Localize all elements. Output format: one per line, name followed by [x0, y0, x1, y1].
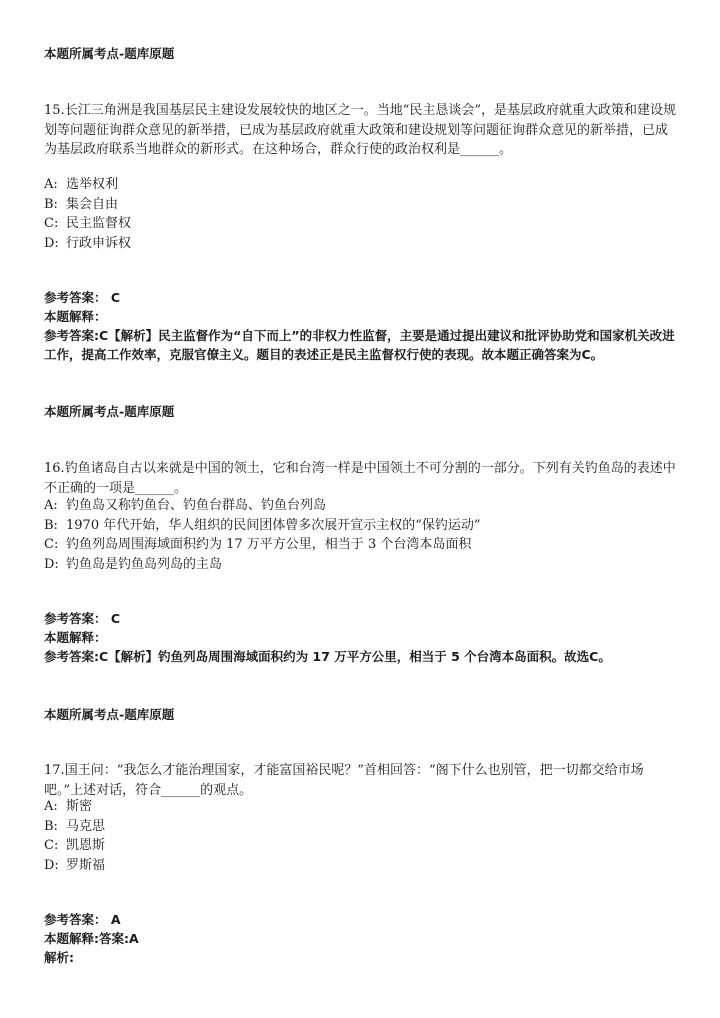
option-key: A:	[44, 498, 58, 513]
option-text: 1970 年代开始，华人组织的民间团体曾多次展开宣示主权的“保钓运动”	[66, 517, 481, 533]
question-17-answer-block	[44, 910, 680, 967]
option-key: B:	[44, 196, 58, 212]
analysis-label: 解析:	[44, 950, 74, 965]
option-text: 钓鱼列岛周围海域面积约为 17 万平方公里，相当于 3 个台湾本岛面积	[66, 537, 472, 552]
option-b	[44, 817, 680, 837]
option-text: 钓鱼岛是钓鱼岛列岛的主岛	[66, 556, 223, 572]
option-key: D:	[44, 857, 59, 873]
question-17	[44, 761, 680, 800]
option-c	[44, 836, 680, 856]
explanation-label: 本题解释：	[44, 630, 107, 645]
question-number: 17.	[44, 763, 65, 778]
option-key: A:	[44, 799, 58, 814]
explanation-label: 本题解释：	[44, 309, 107, 324]
option-key: D:	[44, 556, 59, 572]
option-a	[44, 496, 680, 516]
source-label: 本题所属考点-题库原题	[44, 46, 175, 61]
option-c	[44, 535, 680, 555]
question-text: 国王问：“我怎么才能治理国家，才能富国裕民呢？”首相回答：“阁下什么也别管，把一切都交给市场吧。”上述对话，符合______的观点。	[44, 763, 644, 798]
option-a	[44, 175, 680, 195]
option-text: 行政申诉权	[66, 235, 132, 251]
option-b	[44, 516, 680, 536]
explanation-label: 本题解释:答案:A	[44, 931, 139, 946]
option-text: 选举权利	[66, 177, 119, 192]
question-number: 16.	[44, 461, 65, 476]
option-text: 罗斯福	[66, 857, 106, 873]
option-key: C:	[44, 216, 59, 231]
option-key: C:	[44, 838, 59, 853]
option-key: D:	[44, 235, 59, 251]
question-16-options	[44, 496, 680, 574]
exam-page	[44, 0, 684, 1018]
question-stem	[44, 101, 680, 160]
option-d	[44, 856, 680, 876]
option-text: 斯密	[66, 799, 93, 814]
question-text: 钓鱼诸岛自古以来就是中国的领土，它和台湾一样是中国领土不可分割的一部分。下列有关钓鱼岛的表述中不正确的一项是______。	[44, 461, 676, 496]
option-text: 集会自由	[66, 196, 119, 212]
option-text: 马克思	[66, 818, 106, 834]
option-text: 钓鱼岛又称钓鱼台、钓鱼台群岛、钓鱼台列岛	[66, 498, 327, 513]
question-number: 15.	[44, 103, 65, 118]
reference-answer: 参考答案： C	[44, 290, 121, 305]
source-label: 本题所属考点-题库原题	[44, 404, 175, 419]
explanation-text: 参考答案:C【解析】民主监督作为“自下而上”的非权力性监督，主要是通过提出建议和批评协助党和国家机关改进工作，提高工作效率，克服官僚主义。题目的表述正是民主监督权行使的表现。故本题正确答案为C。	[44, 328, 675, 362]
option-a	[44, 797, 680, 817]
question-stem	[44, 761, 680, 800]
option-key: B:	[44, 517, 58, 533]
option-key: C:	[44, 537, 59, 552]
option-text: 民主监督权	[66, 216, 132, 231]
question-15-answer-block	[44, 288, 680, 364]
option-key: A:	[44, 177, 58, 192]
question-text: 长江三角洲是我国基层民主建设发展较快的地区之一。当地“民主恳谈会”，是基层政府就重大政策和建设规划等问题征询群众意见的新举措，已成为基层政府就重大政策和建设规划等问题征询群众意见的新举措，已成为基层政府联系当地群众的新形式。在这种场合，群众行使的政治权利是______。	[44, 103, 676, 157]
reference-answer: 参考答案： A	[44, 912, 121, 927]
question-17-options	[44, 797, 680, 875]
question-15-options	[44, 175, 680, 253]
question-15	[44, 101, 680, 160]
question-16	[44, 459, 680, 498]
source-label: 本题所属考点-题库原题	[44, 707, 175, 722]
option-c	[44, 214, 680, 234]
option-d	[44, 555, 680, 575]
reference-answer: 参考答案： C	[44, 611, 121, 626]
question-stem	[44, 459, 680, 498]
option-b	[44, 195, 680, 215]
option-key: B:	[44, 818, 58, 834]
explanation-text: 参考答案:C【解析】钓鱼列岛周围海域面积约为 17 万平方公里，相当于 5 个台湾本岛面积。故选C。	[44, 649, 611, 664]
option-text: 凯恩斯	[66, 838, 106, 853]
question-16-answer-block	[44, 609, 680, 666]
option-d	[44, 234, 680, 254]
